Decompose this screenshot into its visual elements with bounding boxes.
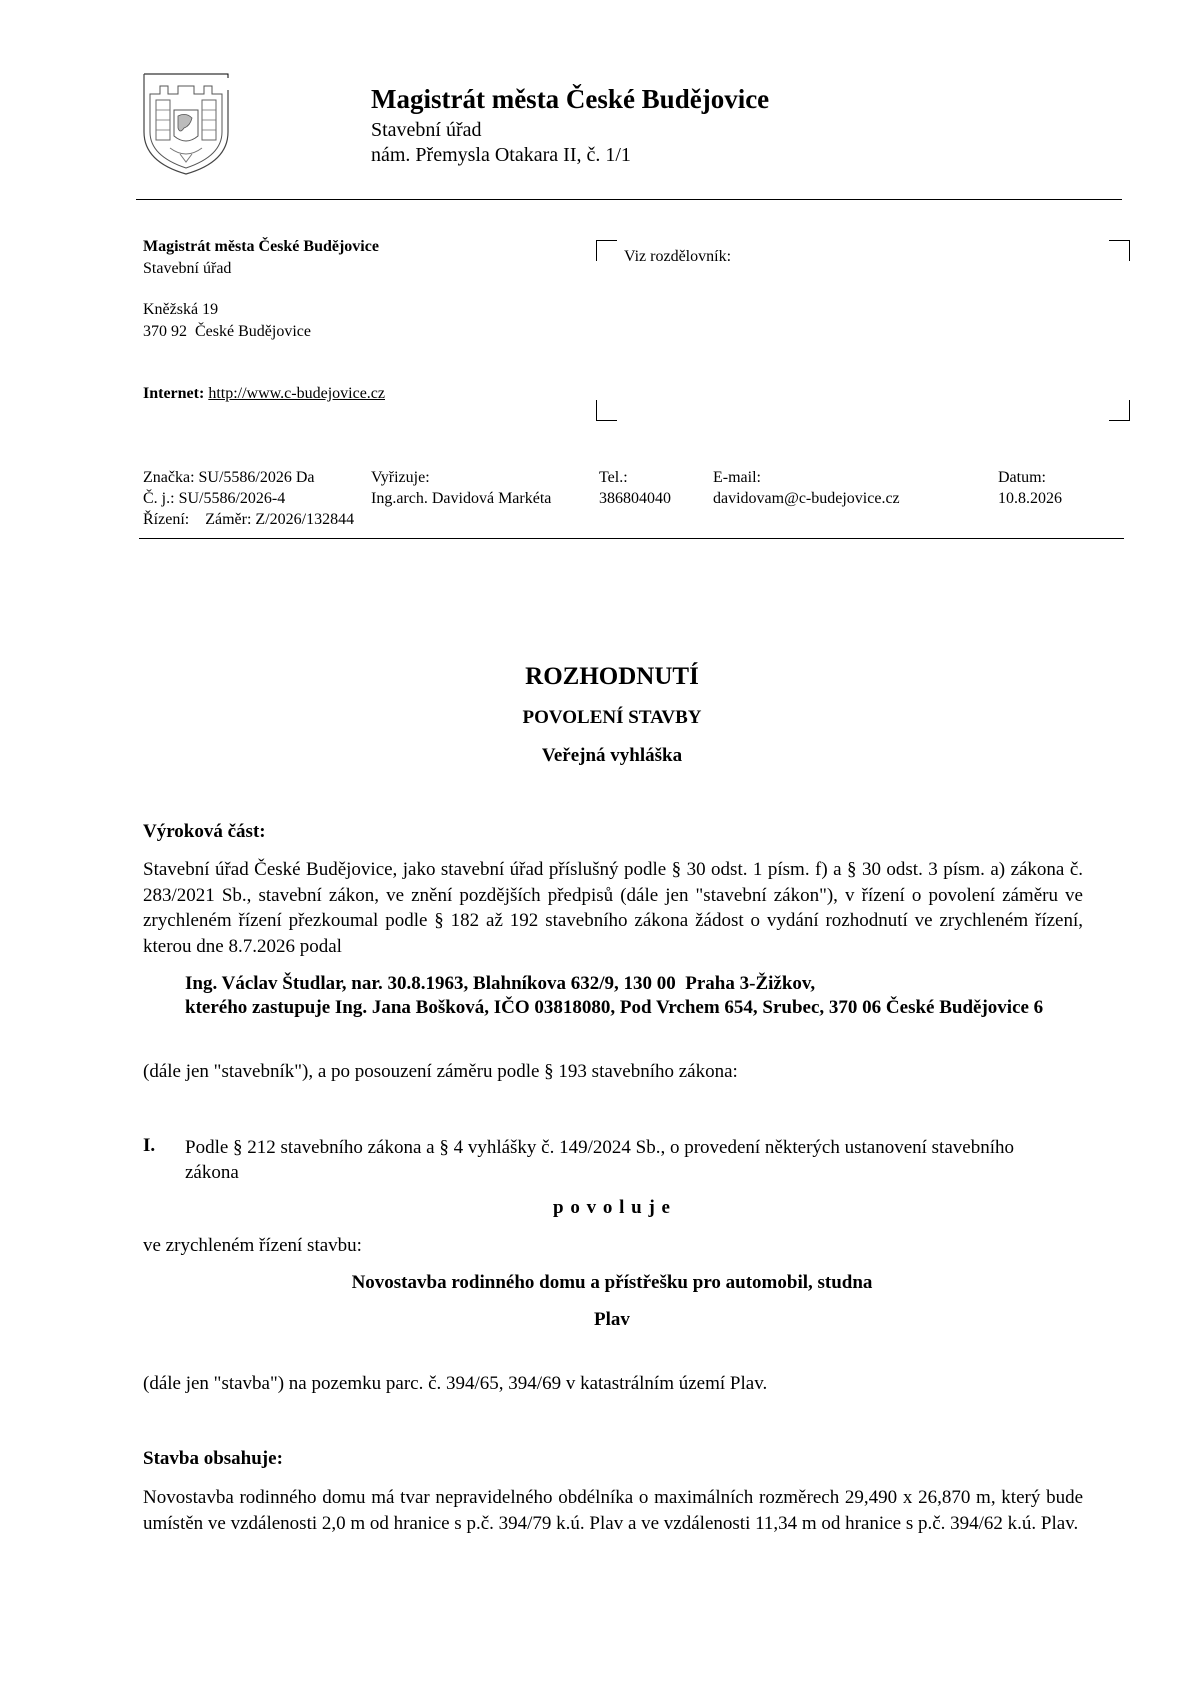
povoluje-text: p o v o l u j e [553,1197,671,1218]
internet-link[interactable]: http://www.c-budejovice.cz [208,385,385,402]
sender-internet [143,385,385,403]
ref-email-label: E-mail: [713,469,761,486]
ref-cj: Č. j.: SU/5586/2026-4 [143,490,286,507]
coat-of-arms-logo [140,70,232,178]
address-corner-bottom-right [1109,400,1130,421]
coat-of-arms-icon [140,70,232,178]
ref-email-value: davidovam@c-budejovice.cz [713,490,900,507]
paragraph-obsah: Novostavba rodinného domu má tvar nepravidelného obdélníka o maximálních rozměrech 29,490 x 26,870 m, který bude umístěn ve vzdálenosti 2,0 m od hranice s p.č. 394/79 k.ú. Plav a ve vzdálenosti 11,34 m od hranice s p.č. 394/62 k.ú. Plav. [143,1487,1083,1534]
document-notice: Veřejná vyhláška [541,745,683,766]
ref-tel-label: Tel.: [599,469,628,486]
ref-znacka: Značka: SU/5586/2026 Da [143,469,315,486]
org-title: Magistrát města České Budějovice [371,84,770,114]
recipient-label: Viz rozdělovník: [624,248,732,265]
sender-street: Kněžská 19 [143,301,219,318]
stavba-place: Plav [594,1309,630,1330]
address-corner-top-left [596,240,617,261]
section-obsah-heading: Stavba obsahuje: [143,1448,283,1469]
sender-city: 370 92 České Budějovice [143,323,311,340]
org-dept: Stavební úřad [371,119,482,141]
address-corner-bottom-left [596,400,617,421]
paragraph-pozemek: (dále jen "stavba") na pozemku parc. č. 394/65, 394/69 v katastrálním území Plav. [143,1373,768,1394]
paragraph-zrychlene: ve zrychleném řízení stavbu: [143,1235,362,1256]
stavba-name: Novostavba rodinného domu a přístřešku pro automobil, studna [351,1272,873,1293]
section-vyrok-heading: Výroková část: [143,821,266,842]
paragraph-intro: Stavební úřad České Budějovice, jako stavební úřad příslušný podle § 30 odst. 1 písm. f) a § 30 odst. 3 písm. a) zákona č. 283/2021 Sb., stavební zákon, ve znění pozdějších předpisů (dále jen "stavební zákon"), v řízení o povolení záměru ve zrychleném řízení přezkoumal podle § 182 až 192 stavebního zákona žádost o vydání rozhodnutí ve zrychleném řízení, kterou dne 8.7.2026 podal [143,859,1083,957]
ref-rizeni: Řízení: Záměr: Z/2026/132844 [143,511,355,528]
reference-divider [139,538,1124,539]
internet-label: Internet: [143,385,205,402]
address-corner-top-right [1109,240,1130,261]
applicant-line-1: Ing. Václav Študlar, nar. 30.8.1963, Blahníkova 632/9, 130 00 Praha 3-Žižkov, [185,973,816,994]
paragraph-stavebnik: (dále jen "stavebník"), a po posouzení záměru podle § 193 stavebního zákona: [143,1061,738,1082]
document-title: ROZHODNUTÍ [525,663,699,690]
ref-datum-value: 10.8.2026 [998,490,1062,507]
header-divider [136,199,1122,200]
ref-tel-value: 386804040 [599,490,671,507]
document-subtitle: POVOLENÍ STAVBY [522,707,702,728]
item-text: Podle § 212 stavebního zákona a § 4 vyhlášky č. 149/2024 Sb., o provedení některých ustanovení stavebního zákona [185,1137,1014,1183]
sender-dept: Stavební úřad [143,260,232,277]
item-number: I. [143,1135,156,1156]
ref-vyrizuje-value: Ing.arch. Davidová Markéta [371,490,552,507]
org-address: nám. Přemysla Otakara II, č. 1/1 [371,144,631,166]
sender-name: Magistrát města České Budějovice [143,238,379,255]
ref-vyrizuje-label: Vyřizuje: [371,469,430,486]
applicant-line-2: kterého zastupuje Ing. Jana Bošková, IČO 03818080, Pod Vrchem 654, Srubec, 370 06 České Budějovice 6 [185,997,1044,1018]
ref-datum-label: Datum: [998,469,1046,486]
